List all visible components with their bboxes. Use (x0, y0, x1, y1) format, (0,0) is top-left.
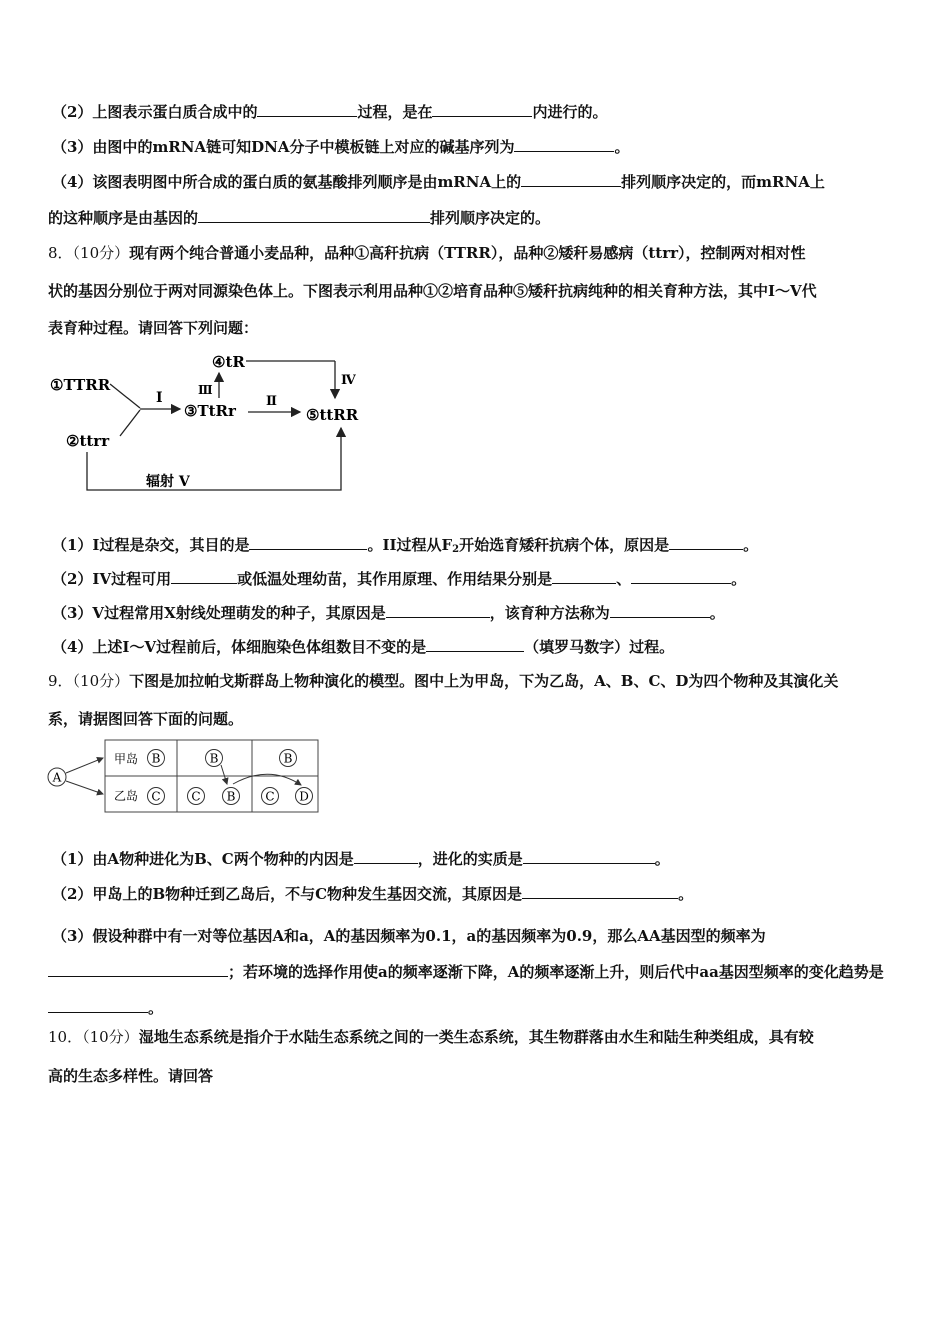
cross-line-1 (110, 384, 140, 408)
q9-part3-text: ；若环境的选择作用使a的频率逐渐下降，A的频率逐渐上升，则后代中aa基因型频率的变化趋势是 (228, 963, 884, 981)
answer-blank[interactable] (48, 998, 148, 1013)
answer-blank[interactable] (386, 603, 490, 618)
q7-part4-text: （4）该图表明图中所合成的蛋白质的氨基酸排列顺序是由mRNA上的 (52, 173, 522, 191)
q7-part4-text: 排列顺序决定的。 (430, 209, 551, 227)
q7-part4 (52, 172, 912, 192)
subscript: 2 (452, 544, 460, 555)
q8-stem-text: 状的基因分别位于两对同源染色体上。下图表示利用品种①②培育品种⑤矮秆抗病纯种的相关育种方法，其中Ⅰ～Ⅴ代 (48, 282, 817, 300)
q8-stem-line2 (48, 281, 908, 301)
q7-part4-text: 的这种顺序是由基因的 (48, 209, 199, 227)
q8-part1-text: （1）I过程是杂交，其目的是 (52, 536, 250, 554)
arrow-process-5 (87, 428, 341, 490)
q10-stem (48, 1027, 908, 1047)
question-score: （10分） (82, 1028, 139, 1046)
q8-stem-text: 现有两个纯合普通小麦品种，品种①高秆抗病（TTRR），品种②矮秆易感病（ttrr），控制两对相对性 (129, 244, 806, 262)
q8-part3-text: （3）V过程常用X射线处理萌发的种子，其原因是 (52, 604, 386, 622)
q9-part3-text: （3）假设种群中有一对等位基因A和a，A的基因频率为0.1，a的基因频率为0.9，那么AA基因型的频率为 (52, 927, 766, 945)
q9-stem-text: 下图是加拉帕戈斯群岛上物种演化的模型。图中上为甲岛，下为乙岛，A、B、C、D为四个物种及其演化关 (129, 672, 839, 690)
island-2-label: 乙岛 (114, 789, 139, 803)
q9-part1-text: （1）由A物种进化为B、C两个物种的内因是 (52, 850, 354, 868)
species-c-label: C (191, 789, 201, 804)
arrow-b-migration (221, 765, 227, 784)
answer-blank[interactable] (432, 102, 532, 117)
process-3-label: Ⅲ (198, 383, 213, 397)
q8-part3 (52, 603, 912, 623)
q9-part2 (52, 884, 912, 904)
arrow-a-to-c (66, 781, 103, 794)
answer-blank[interactable] (522, 884, 678, 899)
variety-5-label: ⑤ttRR (306, 406, 359, 424)
q8-part2 (52, 569, 912, 589)
q8-stem (48, 243, 908, 263)
q9-stem-text: 系，请据图回答下面的问题。 (48, 710, 244, 728)
q8-part4-text: （4）上述I～V过程前后，体细胞染色体组数目不变的是 (52, 638, 427, 656)
answer-blank[interactable] (48, 962, 228, 977)
q10-stem-text: 湿地生态系统是指介于水陆生态系统之间的一类生态系统，其生物群落由水生和陆生种类组成，具有较 (138, 1028, 814, 1046)
q7-part3 (52, 137, 912, 157)
question-number: 8． (48, 244, 73, 262)
species-b-label: B (226, 789, 236, 804)
breeding-diagram (48, 348, 368, 498)
question-score: （10分） (72, 244, 130, 262)
q8-part4-text: （填罗马数字）过程。 (524, 638, 675, 656)
q7-part4-text: 排列顺序决定的，而mRNA上 (621, 173, 825, 191)
q8-part3-text: 。 (709, 604, 725, 622)
species-c-label: C (265, 789, 275, 804)
q10-stem-text: 高的生态多样性。请回答 (48, 1067, 214, 1085)
q8-part4 (52, 637, 912, 657)
q7-part2-text: 过程，是在 (357, 103, 433, 121)
q8-part1-text: 。 (743, 536, 759, 554)
q9-stem-line2 (48, 709, 908, 729)
process-1-label: I (156, 390, 163, 406)
q7-part3-text: （3）由图中的mRNA链可知DNA分子中模板链上对应的碱基序列为 (52, 138, 515, 156)
q7-part3-text: 。 (614, 138, 630, 156)
answer-blank[interactable] (171, 569, 237, 584)
species-c-label: C (151, 789, 161, 804)
answer-blank[interactable] (669, 535, 743, 550)
q9-part3 (48, 918, 906, 1026)
q9-part1 (52, 849, 912, 869)
variety-1-label: ①TTRR (50, 376, 111, 394)
q9-stem (48, 671, 908, 691)
answer-blank[interactable] (198, 208, 430, 223)
species-b-label: B (209, 751, 219, 766)
answer-blank[interactable] (552, 569, 616, 584)
variety-2-label: ②ttrr (66, 432, 110, 450)
q8-part1-text: 开始选育矮秆抗病个体，原因是 (459, 536, 670, 554)
q8-part2-text: 或低温处理幼苗，其作用原理、作用结果分别是 (237, 570, 553, 588)
species-b-label: B (151, 751, 161, 766)
answer-blank[interactable] (631, 569, 731, 584)
process-4-label: Ⅳ (341, 373, 356, 388)
variety-3-label: ③TtRr (184, 402, 236, 420)
q9-part2-text: 。 (678, 885, 694, 903)
q8-part1-text: 。II过程从F (367, 536, 453, 554)
variety-4-label: ④tR (212, 353, 245, 371)
q7-part4-cont (48, 208, 908, 228)
answer-blank[interactable] (610, 603, 710, 618)
question-score: （10分） (72, 672, 130, 690)
q7-part2 (52, 102, 912, 122)
answer-blank[interactable] (523, 849, 655, 864)
q8-stem-line3 (48, 318, 908, 338)
q8-part2-text: 。 (731, 570, 747, 588)
question-number: 10． (48, 1028, 83, 1046)
answer-blank[interactable] (257, 102, 357, 117)
answer-blank[interactable] (354, 849, 418, 864)
q8-part2-text: 、 (616, 570, 632, 588)
process-5-label: 辐射 V (146, 474, 190, 490)
species-d-label: D (299, 789, 309, 804)
question-number: 9． (48, 672, 73, 690)
cross-line-2 (120, 410, 140, 436)
answer-blank[interactable] (249, 535, 367, 550)
q8-part2-text: （2）IV过程可用 (52, 570, 172, 588)
process-2-label: Ⅱ (266, 394, 277, 409)
q10-stem-line2 (48, 1066, 908, 1086)
island-1-label: 甲岛 (114, 752, 139, 766)
q9-part2-text: （2）甲岛上的B物种迁到乙岛后，不与C物种发生基因交流，其原因是 (52, 885, 523, 903)
answer-blank[interactable] (521, 172, 621, 187)
arrow-a-to-b (66, 758, 103, 773)
q9-part1-text: ，进化的实质是 (417, 850, 523, 868)
q8-part3-text: ，该育种方法称为 (489, 604, 610, 622)
q7-part2-text: （2）上图表示蛋白质合成中的 (52, 103, 258, 121)
q9-part1-text: 。 (654, 850, 670, 868)
q8-stem-text: 表育种过程。请回答下列问题： (48, 319, 259, 337)
species-a-label: A (52, 770, 62, 785)
q8-part1 (52, 535, 912, 560)
q9-part3-text: 。 (148, 999, 164, 1017)
evolution-diagram (44, 738, 324, 816)
answer-blank[interactable] (426, 637, 524, 652)
answer-blank[interactable] (514, 137, 614, 152)
q7-part2-text: 内进行的。 (532, 103, 608, 121)
species-b-label: B (283, 751, 293, 766)
